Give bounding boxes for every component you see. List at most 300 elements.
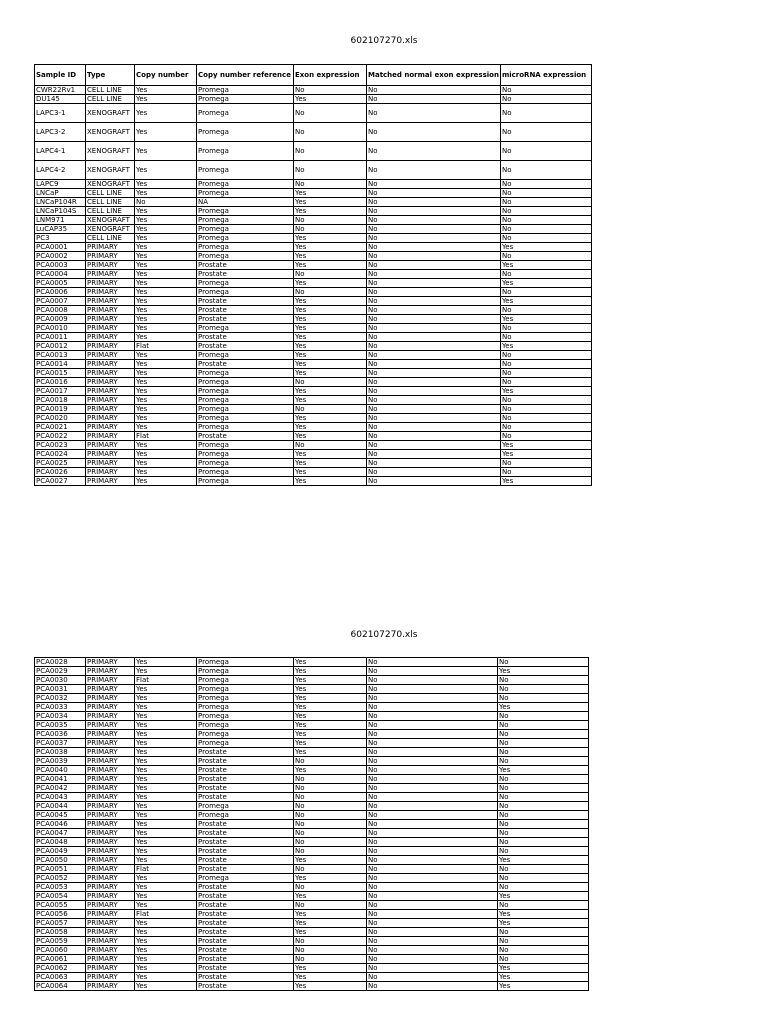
copy-number-cell: Yes xyxy=(135,225,197,234)
microrna-expression-cell: No xyxy=(500,306,591,315)
microrna-expression-cell: No xyxy=(500,351,591,360)
table-row xyxy=(35,459,592,468)
copy-number-cell: Yes xyxy=(135,423,197,432)
sample-id-cell: PCA0028 xyxy=(35,658,86,667)
type-cell: PRIMARY xyxy=(86,441,135,450)
copy-number-cell: Yes xyxy=(135,387,197,396)
sample-id-cell: PCA0035 xyxy=(35,721,86,730)
exon-expression-cell: Yes xyxy=(294,207,367,216)
sample-id-cell: CWR22Rv1 xyxy=(35,86,86,95)
table-row xyxy=(35,937,589,946)
type-cell: PRIMARY xyxy=(86,784,135,793)
type-cell: PRIMARY xyxy=(86,667,135,676)
sample-id-cell: PCA0002 xyxy=(35,252,86,261)
copy-number-reference-cell: Prostate xyxy=(197,883,294,892)
exon-expression-cell: Yes xyxy=(294,387,367,396)
exon-expression-cell: Yes xyxy=(294,342,367,351)
microrna-expression-cell: No xyxy=(500,360,591,369)
microrna-expression-cell: Yes xyxy=(500,387,591,396)
copy-number-reference-cell: Prostate xyxy=(197,748,294,757)
copy-number-cell: Yes xyxy=(135,243,197,252)
microrna-expression-cell: No xyxy=(498,793,589,802)
microrna-expression-cell: No xyxy=(498,712,589,721)
copy-number-cell: Yes xyxy=(135,874,197,883)
type-cell: CELL LINE xyxy=(86,95,135,104)
copy-number-cell: Flat xyxy=(135,910,197,919)
table-row xyxy=(35,973,589,982)
sample-id-cell: PCA0017 xyxy=(35,387,86,396)
copy-number-reference-cell: Promega xyxy=(197,207,294,216)
exon-expression-cell: Yes xyxy=(294,95,367,104)
type-cell: PRIMARY xyxy=(86,811,135,820)
exon-expression-cell: Yes xyxy=(294,324,367,333)
matched-normal-exon-expression-cell: No xyxy=(367,252,501,261)
copy-number-cell: Yes xyxy=(135,306,197,315)
sample-id-cell: LAPC3-1 xyxy=(35,104,86,123)
matched-normal-exon-expression-cell: No xyxy=(367,104,501,123)
exon-expression-cell: Yes xyxy=(294,189,367,198)
copy-number-reference-cell: Prostate xyxy=(197,784,294,793)
microrna-expression-cell: No xyxy=(500,405,591,414)
type-cell: PRIMARY xyxy=(86,360,135,369)
copy-number-cell: Yes xyxy=(135,180,197,189)
exon-expression-cell: No xyxy=(294,802,367,811)
type-cell: PRIMARY xyxy=(86,306,135,315)
exon-expression-cell: No xyxy=(294,86,367,95)
microrna-expression-cell: Yes xyxy=(498,982,589,991)
table-row xyxy=(35,739,589,748)
table-row xyxy=(35,919,589,928)
table-row xyxy=(35,207,592,216)
copy-number-reference-cell: Promega xyxy=(197,279,294,288)
copy-number-cell: Yes xyxy=(135,95,197,104)
copy-number-cell: Yes xyxy=(135,694,197,703)
matched-normal-exon-expression-cell: No xyxy=(367,342,501,351)
sample-id-cell: PCA0032 xyxy=(35,694,86,703)
sample-id-cell: PCA0025 xyxy=(35,459,86,468)
matched-normal-exon-expression-cell: No xyxy=(367,333,501,342)
type-cell: PRIMARY xyxy=(86,739,135,748)
copy-number-cell: Flat xyxy=(135,865,197,874)
matched-normal-exon-expression-cell: No xyxy=(367,450,501,459)
microrna-expression-cell: No xyxy=(498,883,589,892)
copy-number-reference-cell: Promega xyxy=(197,161,294,180)
copy-number-cell: Flat xyxy=(135,342,197,351)
type-cell: PRIMARY xyxy=(86,892,135,901)
matched-normal-exon-expression-cell: No xyxy=(367,123,501,142)
table-row xyxy=(35,95,592,104)
matched-normal-exon-expression-cell: No xyxy=(367,829,498,838)
copy-number-cell: Yes xyxy=(135,104,197,123)
sample-id-cell: PCA0047 xyxy=(35,829,86,838)
exon-expression-cell: No xyxy=(294,405,367,414)
copy-number-cell: Yes xyxy=(135,270,197,279)
copy-number-reference-cell: Promega xyxy=(197,477,294,486)
type-cell: PRIMARY xyxy=(86,694,135,703)
type-cell: PRIMARY xyxy=(86,703,135,712)
col-header-sample-id: Sample ID xyxy=(35,65,86,86)
sample-id-cell: PCA0010 xyxy=(35,324,86,333)
table-row xyxy=(35,730,589,739)
exon-expression-cell: Yes xyxy=(294,910,367,919)
type-cell: PRIMARY xyxy=(86,270,135,279)
type-cell: PRIMARY xyxy=(86,793,135,802)
matched-normal-exon-expression-cell: No xyxy=(367,901,498,910)
microrna-expression-cell: No xyxy=(500,459,591,468)
copy-number-reference-cell: Promega xyxy=(197,324,294,333)
copy-number-cell: Yes xyxy=(135,441,197,450)
type-cell: PRIMARY xyxy=(86,937,135,946)
sample-id-cell: PCA0050 xyxy=(35,856,86,865)
sample-id-cell: PCA0023 xyxy=(35,441,86,450)
type-cell: CELL LINE xyxy=(86,189,135,198)
copy-number-reference-cell: Prostate xyxy=(197,937,294,946)
microrna-expression-cell: No xyxy=(500,288,591,297)
exon-expression-cell: Yes xyxy=(294,396,367,405)
sample-id-cell: PCA0030 xyxy=(35,676,86,685)
table-row xyxy=(35,712,589,721)
microrna-expression-cell: No xyxy=(498,838,589,847)
microrna-expression-cell: Yes xyxy=(500,243,591,252)
matched-normal-exon-expression-cell: No xyxy=(367,811,498,820)
table-row xyxy=(35,104,592,123)
microrna-expression-cell: No xyxy=(500,468,591,477)
copy-number-cell: Yes xyxy=(135,667,197,676)
type-cell: XENOGRAFT xyxy=(86,180,135,189)
exon-expression-cell: No xyxy=(294,883,367,892)
sample-id-cell: PCA0062 xyxy=(35,964,86,973)
microrna-expression-cell: No xyxy=(500,189,591,198)
table-row xyxy=(35,820,589,829)
exon-expression-cell: Yes xyxy=(294,928,367,937)
type-cell: PRIMARY xyxy=(86,901,135,910)
matched-normal-exon-expression-cell: No xyxy=(367,142,501,161)
copy-number-cell: Yes xyxy=(135,459,197,468)
copy-number-reference-cell: NA xyxy=(197,198,294,207)
exon-expression-cell: Yes xyxy=(294,685,367,694)
matched-normal-exon-expression-cell: No xyxy=(367,95,501,104)
col-header-copy-number: Copy number xyxy=(135,65,197,86)
table-row xyxy=(35,802,589,811)
col-header-matched-normal-exon-expression: Matched normal exon expression xyxy=(367,65,501,86)
matched-normal-exon-expression-cell: No xyxy=(367,874,498,883)
exon-expression-cell: Yes xyxy=(294,676,367,685)
copy-number-cell: Yes xyxy=(135,964,197,973)
matched-normal-exon-expression-cell: No xyxy=(367,423,501,432)
copy-number-cell: Yes xyxy=(135,414,197,423)
exon-expression-cell: No xyxy=(294,104,367,123)
exon-expression-cell: No xyxy=(294,865,367,874)
exon-expression-cell: Yes xyxy=(294,919,367,928)
matched-normal-exon-expression-cell: No xyxy=(367,937,498,946)
exon-expression-cell: Yes xyxy=(294,658,367,667)
exon-expression-cell: Yes xyxy=(294,739,367,748)
table-row xyxy=(35,982,589,991)
exon-expression-cell: Yes xyxy=(294,712,367,721)
copy-number-reference-cell: Promega xyxy=(197,234,294,243)
table-row xyxy=(35,369,592,378)
exon-expression-cell: No xyxy=(294,820,367,829)
table-row xyxy=(35,351,592,360)
microrna-expression-cell: No xyxy=(498,784,589,793)
copy-number-reference-cell: Promega xyxy=(197,685,294,694)
copy-number-cell: Yes xyxy=(135,757,197,766)
microrna-expression-cell: No xyxy=(498,865,589,874)
matched-normal-exon-expression-cell: No xyxy=(367,432,501,441)
type-cell: PRIMARY xyxy=(86,351,135,360)
page-title-1: 602107270.xls xyxy=(350,36,418,46)
copy-number-cell: Yes xyxy=(135,369,197,378)
copy-number-cell: Yes xyxy=(135,450,197,459)
table-row xyxy=(35,964,589,973)
copy-number-reference-cell: Prostate xyxy=(197,432,294,441)
sample-id-cell: PCA0029 xyxy=(35,667,86,676)
copy-number-reference-cell: Prostate xyxy=(197,360,294,369)
copy-number-reference-cell: Prostate xyxy=(197,757,294,766)
sample-id-cell: PCA0033 xyxy=(35,703,86,712)
copy-number-reference-cell: Promega xyxy=(197,369,294,378)
sample-id-cell: PCA0007 xyxy=(35,297,86,306)
type-cell: PRIMARY xyxy=(86,477,135,486)
exon-expression-cell: No xyxy=(294,378,367,387)
matched-normal-exon-expression-cell: No xyxy=(367,748,498,757)
sample-id-cell: PCA0003 xyxy=(35,261,86,270)
copy-number-reference-cell: Promega xyxy=(197,104,294,123)
copy-number-cell: Yes xyxy=(135,937,197,946)
microrna-expression-cell: No xyxy=(498,901,589,910)
copy-number-cell: Yes xyxy=(135,161,197,180)
copy-number-reference-cell: Promega xyxy=(197,95,294,104)
copy-number-reference-cell: Prostate xyxy=(197,342,294,351)
table-row xyxy=(35,189,592,198)
type-cell: PRIMARY xyxy=(86,820,135,829)
exon-expression-cell: Yes xyxy=(294,279,367,288)
copy-number-reference-cell: Promega xyxy=(197,216,294,225)
matched-normal-exon-expression-cell: No xyxy=(367,180,501,189)
table-row xyxy=(35,279,592,288)
exon-expression-cell: Yes xyxy=(294,874,367,883)
sample-id-cell: PCA0008 xyxy=(35,306,86,315)
microrna-expression-cell: Yes xyxy=(498,667,589,676)
microrna-expression-cell: Yes xyxy=(498,919,589,928)
table-row xyxy=(35,423,592,432)
sample-id-cell: PCA0042 xyxy=(35,784,86,793)
copy-number-reference-cell: Prostate xyxy=(197,901,294,910)
type-cell: PRIMARY xyxy=(86,721,135,730)
sample-id-cell: PCA0038 xyxy=(35,748,86,757)
table-row xyxy=(35,910,589,919)
type-cell: PRIMARY xyxy=(86,423,135,432)
copy-number-reference-cell: Prostate xyxy=(197,820,294,829)
copy-number-reference-cell: Prostate xyxy=(197,306,294,315)
copy-number-reference-cell: Prostate xyxy=(197,910,294,919)
copy-number-reference-cell: Promega xyxy=(197,459,294,468)
exon-expression-cell: No xyxy=(294,955,367,964)
sample-id-cell: PCA0061 xyxy=(35,955,86,964)
copy-number-cell: Yes xyxy=(135,766,197,775)
copy-number-cell: Yes xyxy=(135,685,197,694)
matched-normal-exon-expression-cell: No xyxy=(367,757,498,766)
copy-number-reference-cell: Promega xyxy=(197,730,294,739)
table-row xyxy=(35,432,592,441)
exon-expression-cell: Yes xyxy=(294,964,367,973)
copy-number-cell: Yes xyxy=(135,784,197,793)
type-cell: PRIMARY xyxy=(86,432,135,441)
exon-expression-cell: No xyxy=(294,784,367,793)
copy-number-reference-cell: Promega xyxy=(197,387,294,396)
exon-expression-cell: Yes xyxy=(294,450,367,459)
type-cell: CELL LINE xyxy=(86,86,135,95)
microrna-expression-cell: No xyxy=(500,252,591,261)
sample-id-cell: PCA0019 xyxy=(35,405,86,414)
exon-expression-cell: No xyxy=(294,838,367,847)
matched-normal-exon-expression-cell: No xyxy=(367,721,498,730)
matched-normal-exon-expression-cell: No xyxy=(367,459,501,468)
microrna-expression-cell: No xyxy=(500,104,591,123)
type-cell: PRIMARY xyxy=(86,712,135,721)
type-cell: PRIMARY xyxy=(86,405,135,414)
microrna-expression-cell: No xyxy=(498,811,589,820)
matched-normal-exon-expression-cell: No xyxy=(367,86,501,95)
sample-id-cell: PCA0026 xyxy=(35,468,86,477)
sample-id-cell: PCA0020 xyxy=(35,414,86,423)
exon-expression-cell: Yes xyxy=(294,694,367,703)
copy-number-reference-cell: Prostate xyxy=(197,829,294,838)
matched-normal-exon-expression-cell: No xyxy=(367,369,501,378)
copy-number-cell: Yes xyxy=(135,234,197,243)
exon-expression-cell: Yes xyxy=(294,315,367,324)
sample-id-cell: PCA0013 xyxy=(35,351,86,360)
type-cell: PRIMARY xyxy=(86,685,135,694)
copy-number-reference-cell: Promega xyxy=(197,874,294,883)
microrna-expression-cell: No xyxy=(500,161,591,180)
microrna-expression-cell: No xyxy=(498,694,589,703)
exon-expression-cell: Yes xyxy=(294,432,367,441)
exon-expression-cell: No xyxy=(294,123,367,142)
exon-expression-cell: Yes xyxy=(294,198,367,207)
matched-normal-exon-expression-cell: No xyxy=(367,973,498,982)
copy-number-cell: Yes xyxy=(135,820,197,829)
table-row xyxy=(35,793,589,802)
copy-number-reference-cell: Promega xyxy=(197,811,294,820)
copy-number-reference-cell: Prostate xyxy=(197,775,294,784)
matched-normal-exon-expression-cell: No xyxy=(367,477,501,486)
matched-normal-exon-expression-cell: No xyxy=(367,360,501,369)
matched-normal-exon-expression-cell: No xyxy=(367,703,498,712)
copy-number-reference-cell: Prostate xyxy=(197,946,294,955)
exon-expression-cell: Yes xyxy=(294,477,367,486)
type-cell: PRIMARY xyxy=(86,333,135,342)
copy-number-reference-cell: Promega xyxy=(197,86,294,95)
matched-normal-exon-expression-cell: No xyxy=(367,964,498,973)
matched-normal-exon-expression-cell: No xyxy=(367,234,501,243)
copy-number-reference-cell: Prostate xyxy=(197,964,294,973)
exon-expression-cell: Yes xyxy=(294,721,367,730)
table-row xyxy=(35,315,592,324)
microrna-expression-cell: Yes xyxy=(500,477,591,486)
exon-expression-cell: No xyxy=(294,847,367,856)
copy-number-cell: Yes xyxy=(135,123,197,142)
microrna-expression-cell: Yes xyxy=(498,973,589,982)
type-cell: XENOGRAFT xyxy=(86,161,135,180)
sample-table-page-1 xyxy=(34,64,592,486)
microrna-expression-cell: No xyxy=(498,874,589,883)
copy-number-cell: Yes xyxy=(135,477,197,486)
copy-number-cell: Yes xyxy=(135,973,197,982)
type-cell: PRIMARY xyxy=(86,297,135,306)
copy-number-reference-cell: Prostate xyxy=(197,261,294,270)
table-row xyxy=(35,387,592,396)
exon-expression-cell: Yes xyxy=(294,333,367,342)
matched-normal-exon-expression-cell: No xyxy=(367,712,498,721)
type-cell: PRIMARY xyxy=(86,829,135,838)
type-cell: PRIMARY xyxy=(86,802,135,811)
copy-number-cell: Yes xyxy=(135,829,197,838)
sample-id-cell: PCA0060 xyxy=(35,946,86,955)
matched-normal-exon-expression-cell: No xyxy=(367,919,498,928)
table-row xyxy=(35,333,592,342)
copy-number-reference-cell: Prostate xyxy=(197,333,294,342)
type-cell: PRIMARY xyxy=(86,450,135,459)
exon-expression-cell: No xyxy=(294,946,367,955)
type-cell: PRIMARY xyxy=(86,730,135,739)
table-row xyxy=(35,928,589,937)
table-row xyxy=(35,405,592,414)
matched-normal-exon-expression-cell: No xyxy=(367,838,498,847)
sample-id-cell: PCA0049 xyxy=(35,847,86,856)
microrna-expression-cell: No xyxy=(500,123,591,142)
microrna-expression-cell: No xyxy=(498,658,589,667)
table-row xyxy=(35,856,589,865)
copy-number-cell: Yes xyxy=(135,856,197,865)
table-row xyxy=(35,775,589,784)
matched-normal-exon-expression-cell: No xyxy=(367,216,501,225)
type-cell: PRIMARY xyxy=(86,658,135,667)
sample-id-cell: LNCaP104R xyxy=(35,198,86,207)
exon-expression-cell: Yes xyxy=(294,982,367,991)
exon-expression-cell: Yes xyxy=(294,423,367,432)
sample-id-cell: PCA0040 xyxy=(35,766,86,775)
microrna-expression-cell: No xyxy=(500,198,591,207)
matched-normal-exon-expression-cell: No xyxy=(367,784,498,793)
copy-number-cell: Flat xyxy=(135,676,197,685)
table-row xyxy=(35,703,589,712)
table-row xyxy=(35,829,589,838)
microrna-expression-cell: No xyxy=(498,802,589,811)
copy-number-reference-cell: Promega xyxy=(197,802,294,811)
exon-expression-cell: Yes xyxy=(294,234,367,243)
sample-id-cell: PCA0005 xyxy=(35,279,86,288)
type-cell: PRIMARY xyxy=(86,928,135,937)
table-row xyxy=(35,234,592,243)
sample-id-cell: PCA0043 xyxy=(35,793,86,802)
microrna-expression-cell: Yes xyxy=(498,766,589,775)
matched-normal-exon-expression-cell: No xyxy=(367,775,498,784)
copy-number-reference-cell: Promega xyxy=(197,123,294,142)
copy-number-reference-cell: Prostate xyxy=(197,982,294,991)
matched-normal-exon-expression-cell: No xyxy=(367,387,501,396)
copy-number-cell: Yes xyxy=(135,207,197,216)
copy-number-cell: Yes xyxy=(135,396,197,405)
sample-id-cell: PCA0009 xyxy=(35,315,86,324)
exon-expression-cell: No xyxy=(294,793,367,802)
sample-id-cell: PCA0001 xyxy=(35,243,86,252)
microrna-expression-cell: No xyxy=(498,721,589,730)
table-row xyxy=(35,306,592,315)
microrna-expression-cell: Yes xyxy=(500,342,591,351)
exon-expression-cell: Yes xyxy=(294,973,367,982)
exon-expression-cell: No xyxy=(294,161,367,180)
